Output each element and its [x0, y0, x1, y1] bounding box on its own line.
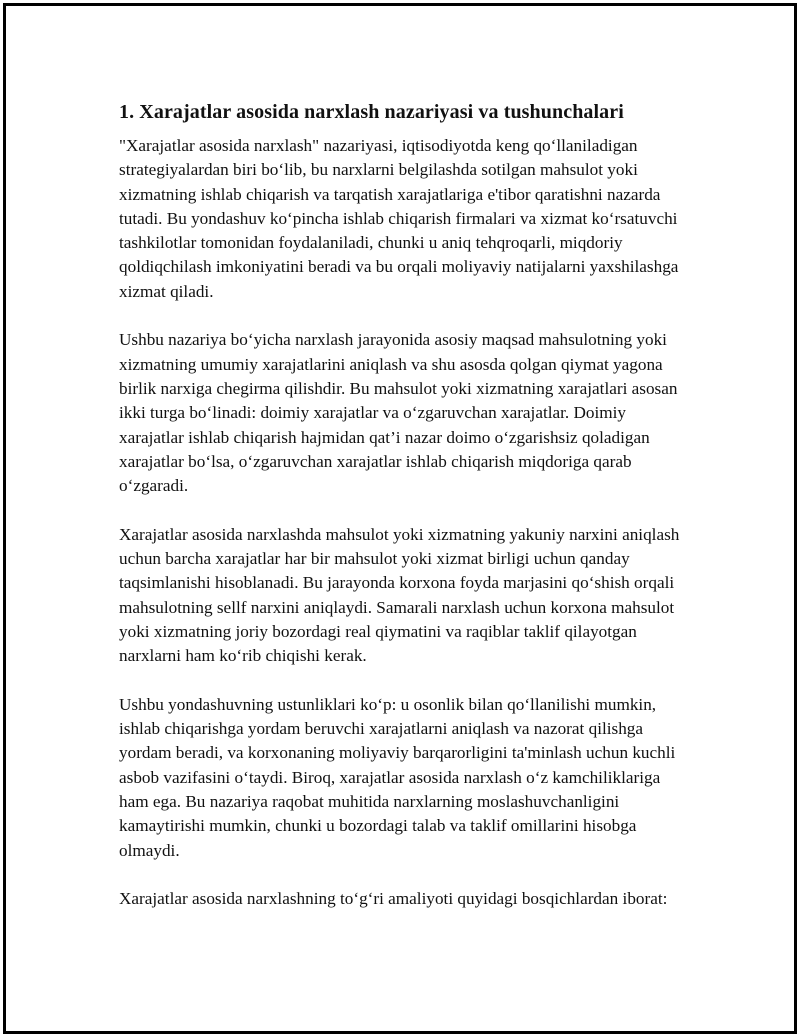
paragraph-3: Xarajatlar asosida narxlashda mahsulot yoki xizmatning yakuniy narxini aniqlash uchun barcha xarajatlar har bir mahsulot yoki xizmat birligi uchun qanday taqsimlanishi hisoblanadi. Bu jarayonda korxona foyda marjasini qo‘shish orqali mahsulotning sellf narxini aniqlaydi. Samarali narxlash uchun korxona mahsulot yoki xizmatning joriy bozordagi real qiymatini va raqiblar taklif qilayotgan narxlarni ham ko‘rib chiqishi kerak. — [119, 524, 680, 666]
section-heading: 1. Xarajatlar asosida narxlash nazariyasi va tushunchalari — [119, 101, 624, 123]
paragraph-5: Xarajatlar asosida narxlashning to‘g‘ri amaliyoti quyidagi bosqichlardan iborat: — [119, 889, 668, 909]
paragraph-2: Ushbu nazariya bo‘yicha narxlash jarayonida asosiy maqsad mahsulotning yoki xizmatning umumiy xarajatlarini aniqlash va shu asosda qolgan qiymat yagona birlik narxiga chegirma qilishdir. Bu mahsulot yoki xizmatning xarajatlari asosan ikki turga bo‘linadi: doimiy xarajatlar va o‘zgaruvchan xarajatlar. Doimiy xarajatlar ishlab chiqarish hajmidan qat’i nazar doimo o‘zgarishsiz qoladigan xarajatlar bo‘lsa, o‘zgaruvchan xarajatlar ishlab chiqarish miqdoriga qarab o‘zgaradi. — [119, 330, 678, 496]
paragraph-4: Ushbu yondashuvning ustunliklari ko‘p: u osonlik bilan qo‘llanilishi mumkin, ishlab chiqarishga yordam beruvchi xarajatlarni aniqlash va nazorat qilishga yordam beradi, va korxonaning moliyaviy barqarorligini ta'minlash uchun kuchli asbob vazifasini o‘taydi. Biroq, xarajatlar asosida narxlash o‘z kamchiliklariga ham ega. Bu nazariya raqobat muhitida narxlarning moslashuvchanligini kamaytirishi mumkin, chunki u bozordagi talab va taklif omillarini hisobga olmaydi. — [119, 694, 676, 860]
document-body — [119, 98, 689, 936]
paragraph-1: "Xarajatlar asosida narxlash" nazariyasi, iqtisodiyotda keng qo‘llaniladigan strategiyalardan biri bo‘lib, bu narxlarni belgilashda sotilgan mahsulot yoki xizmatning ishlab chiqarish va tarqatish xarajatlariga e'tibor qaratishni nazarda tutadi. Bu yondashuv ko‘pincha ishlab chiqarish firmalari va xizmat ko‘rsatuvchi tashkilotlar tomonidan foydalaniladi, chunki u aniq tehqroqarli, miqdoriy qoldiqchilash imkoniyatini beradi va bu orqali moliyaviy natijalarni yaxshilashga xizmat qiladi. — [119, 136, 679, 301]
page-frame — [3, 3, 797, 1034]
